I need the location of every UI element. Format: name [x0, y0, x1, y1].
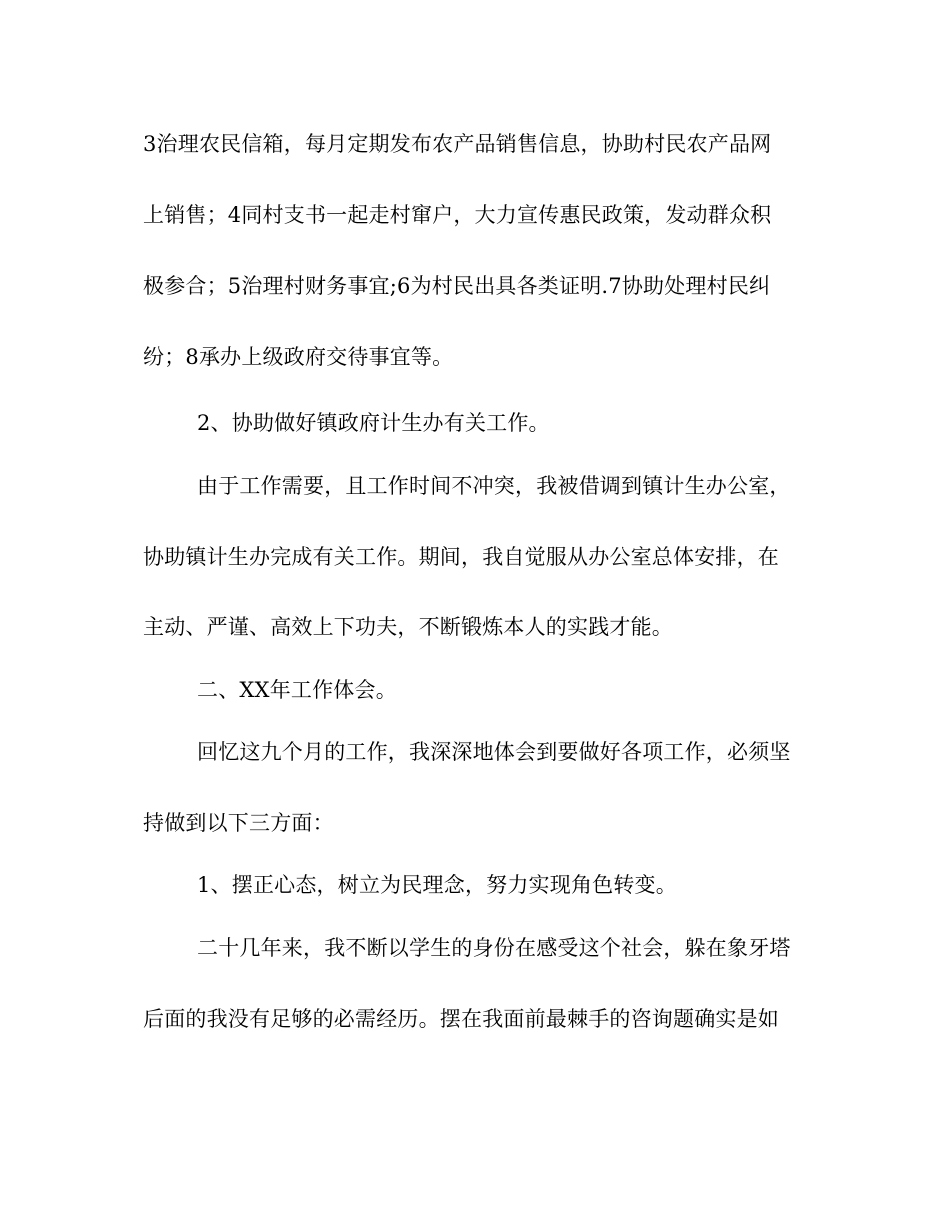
section-heading: 2、协助做好镇政府计生办有关工作。	[197, 411, 550, 435]
text-line: 后面的我没有足够的必需经历。摆在我面前最棘手的咨询题确实是如	[143, 1007, 779, 1031]
text-line: 协助镇计生办完成有关工作。期间，我自觉服从办公室总体安排，在	[143, 545, 779, 569]
text-line: 上销售；4同村支书一起走村窜户，大力宣传惠民政策，发动群众积	[143, 203, 772, 227]
paragraph-start: 回忆这九个月的工作，我深深地体会到要做好各项工作，必须坚	[197, 740, 791, 764]
section-heading: 二、XX年工作体会。	[197, 678, 397, 702]
text-line: 纷；8承办上级政府交待事宜等。	[143, 345, 454, 369]
paragraph-start: 二十几年来，我不断以学生的身份在感受这个社会，躲在象牙塔	[197, 936, 791, 960]
text-line: 3治理农民信箱，每月定期发布农产品销售信息，协助村民农产品网	[143, 132, 772, 156]
text-line: 主动、严谨、高效上下功夫，不断锻炼本人的实践才能。	[143, 615, 673, 639]
paragraph-start: 由于工作需要，且工作时间不冲突，我被借调到镇计生办公室，	[197, 474, 791, 498]
text-line: 极参合；5治理村财务事宜;6为村民出具各类证明.7协助处理村民纠	[143, 274, 771, 298]
text-line: 持做到以下三方面：	[143, 811, 334, 835]
section-heading: 1、摆正心态，树立为民理念，努力实现角色转变。	[197, 873, 677, 897]
